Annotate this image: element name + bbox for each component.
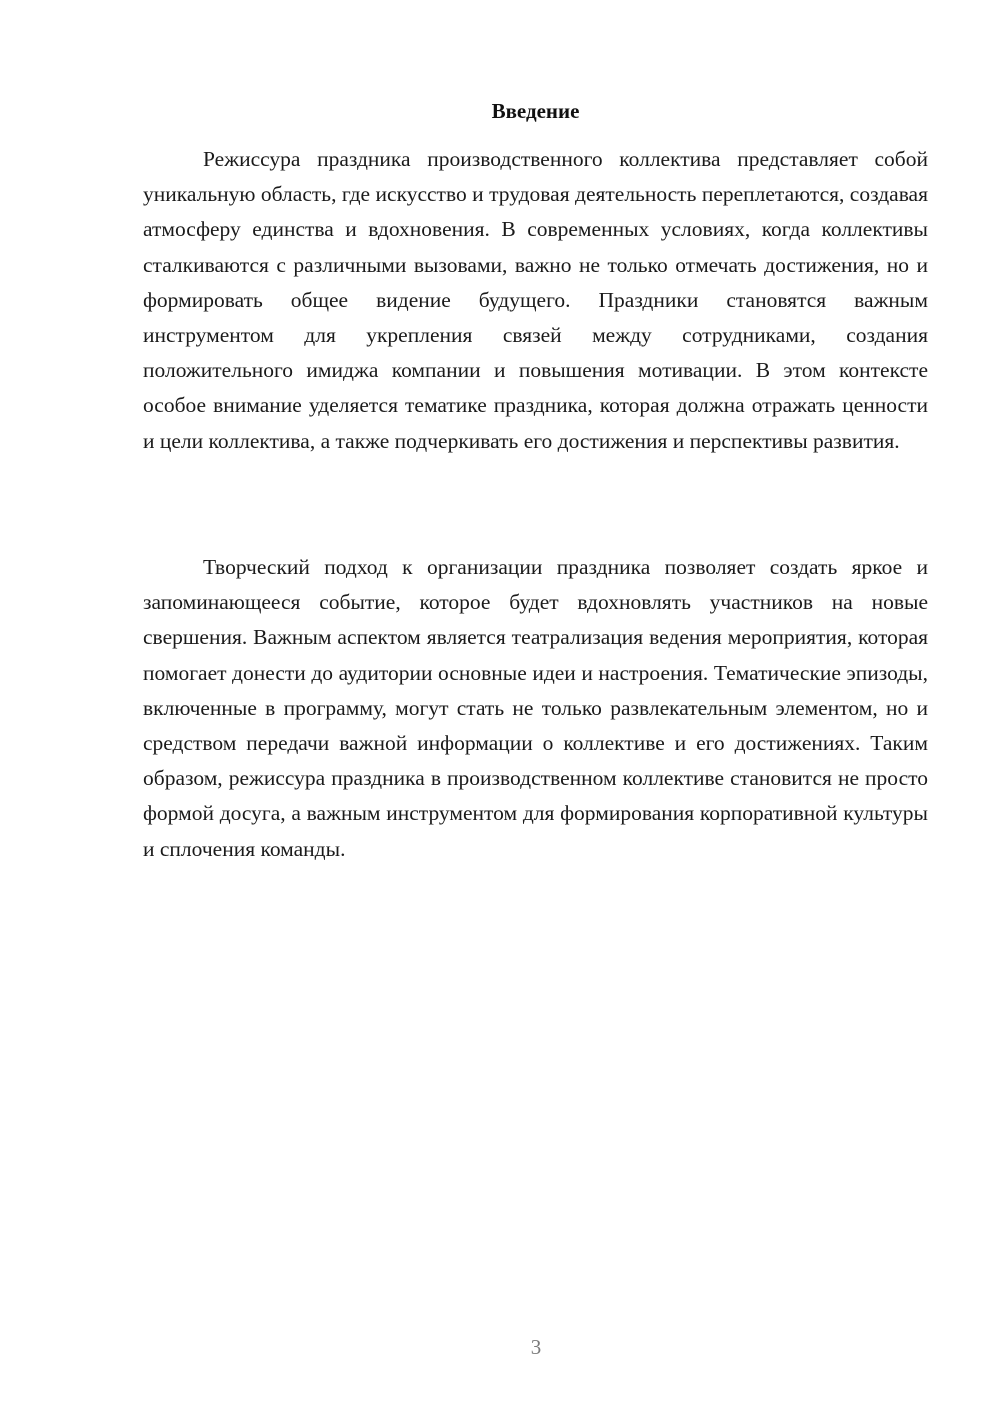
section-heading: Введение — [491, 99, 580, 123]
page-number: 3 — [530, 1335, 542, 1359]
body-paragraph-1: Режиссура праздника производственного коллектива представляет собой уникальную область, где искусство и трудовая деятельность переплетаются, создавая атмосферу единства и вдохновения. В современных условиях, когда коллективы сталкиваются с различными вызовами, важно не только отмечать достижения, но и формировать общее видение будущего. Праздники становятся важным инструментом для укрепления связей между сотрудниками, создания положительного имиджа компании и повышения мотивации. В этом контексте особое внимание уделяется тематике праздника, которая должна отражать ценности и цели коллектива, а также подчеркивать его достижения и перспективы развития. — [143, 147, 928, 453]
body-paragraph-2: Творческий подход к организации праздника позволяет создать яркое и запоминающееся событие, которое будет вдохновлять участников на новые свершения. Важным аспектом является театрализация ведения мероприятия, которая помогает донести до аудитории основные идеи и настроения. Тематические эпизоды, включенные в программу, могут стать не только развлекательным элементом, но и средством передачи важной информации о коллективе и его достижениях. Таким образом, режиссура праздника в производственном коллективе становится не просто формой досуга, а важным инструментом для формирования корпоративной культуры и сплочения команды. — [143, 555, 928, 861]
